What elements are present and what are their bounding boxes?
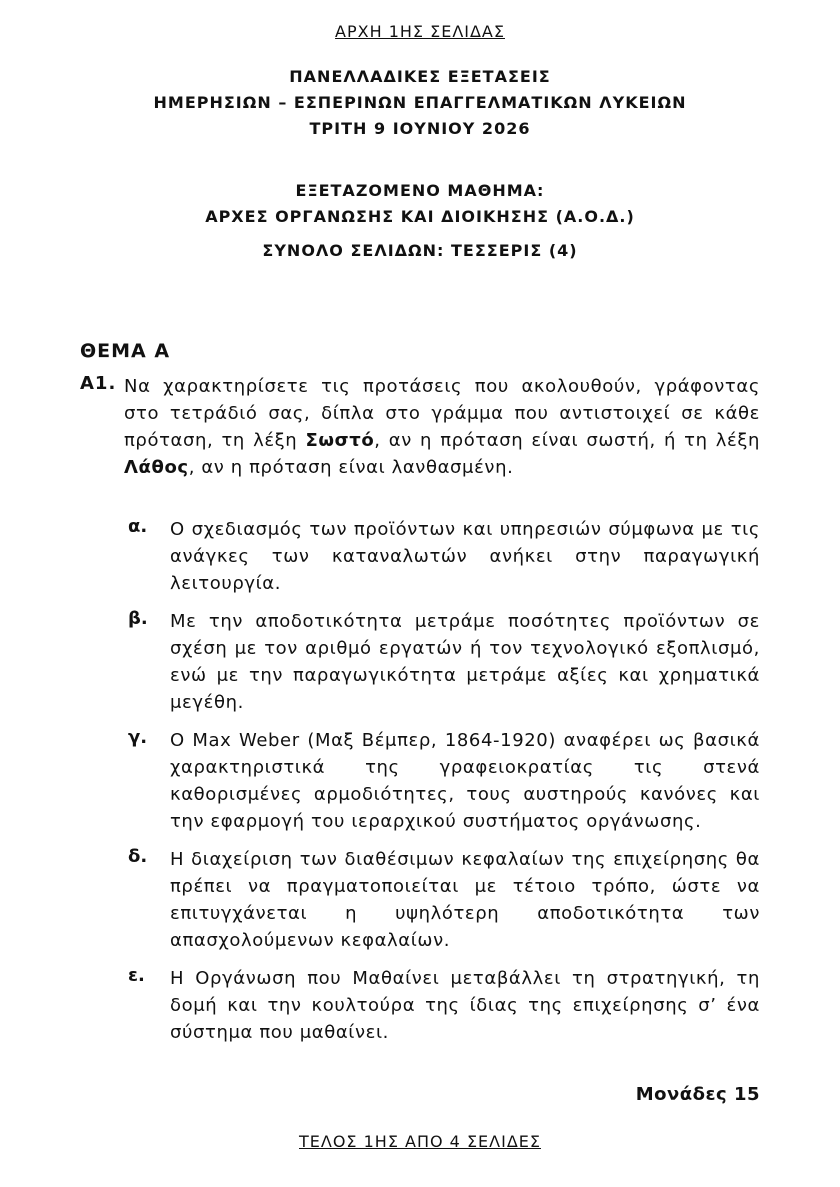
question-number: Α1.	[80, 373, 117, 394]
subject-label: ΕΞΕΤΑΖΟΜΕΝΟ ΜΑΘΗΜΑ:	[295, 181, 545, 200]
points-label: Μονάδες 15	[635, 1084, 760, 1105]
statement-text: Ο Max Weber (Μαξ Βέμπερ, 1864-1920) αναφέρει ως βασικά χαρακτηριστικά της γραφειοκρατίας τις στενά καθορισμένες αρμοδιότητες, τους αυστηρούς κανόνες και την εφαρμογή του ιεραρχικού συστήματος οργάνωσης.	[170, 730, 760, 832]
total-pages: ΣΥΝΟΛΟ ΣΕΛΙΔΩΝ: ΤΕΣΣΕΡΙΣ (4)	[262, 241, 578, 260]
word-wrong: Λάθος	[124, 457, 189, 478]
statement-item	[128, 516, 760, 597]
question-text-part-3: , αν η πρόταση είναι λανθασμένη.	[188, 457, 514, 478]
statement-label: γ.	[128, 727, 148, 748]
statement-item	[128, 965, 760, 1046]
header-date: ΤΡΙΤΗ 9 ΙΟΥΝΙΟΥ 2026	[309, 119, 531, 138]
header-line-schools: ΗΜΕΡΗΣΙΩΝ – ΕΣΠΕΡΙΝΩΝ ΕΠΑΓΓΕΛΜΑΤΙΚΩΝ ΛΥΚΕΙΩΝ	[153, 93, 687, 112]
statement-text: Η διαχείριση των διαθέσιμων κεφαλαίων της επιχείρησης θα πρέπει να πραγματοποιείται με τέτοιο τρόπο, ώστε να επιτυγχάνεται η υψηλότερη αποδοτικότητα των απασχολούμενων κεφαλαίων.	[170, 849, 760, 951]
statement-label: ε.	[128, 965, 145, 986]
question-text	[124, 373, 760, 481]
subject-name: ΑΡΧΕΣ ΟΡΓΑΝΩΣΗΣ ΚΑΙ ΔΙΟΙΚΗΣΗΣ (Α.Ο.Δ.)	[205, 207, 635, 226]
subject-block	[0, 178, 840, 230]
statement-label: δ.	[128, 846, 148, 867]
section-title: ΘΕΜΑ Α	[80, 340, 171, 362]
statement-label: β.	[128, 608, 148, 629]
word-correct: Σωστό	[305, 430, 375, 451]
page-start-marker: ΑΡΧΗ 1ΗΣ ΣΕΛΙΔΑΣ	[335, 22, 505, 41]
exam-header	[0, 64, 840, 142]
statement-text: Με την αποδοτικότητα μετράμε ποσότητες προϊόντων σε σχέση με τον αριθμό εργατών ή τον τεχνολογικό εξοπλισμό, ενώ με την παραγωγικότητα μετράμε αξίες και χρηματικά μεγέθη.	[170, 611, 760, 713]
header-line-exams: ΠΑΝΕΛΛΑΔΙΚΕΣ ΕΞΕΤΑΣΕΙΣ	[289, 67, 551, 86]
page-end-marker: ΤΕΛΟΣ 1ΗΣ ΑΠΟ 4 ΣΕΛΙΔΕΣ	[299, 1132, 541, 1151]
statement-item	[128, 846, 760, 954]
statement-item	[128, 608, 760, 716]
question-a1	[80, 373, 760, 481]
statement-item	[128, 727, 760, 835]
statement-label: α.	[128, 516, 148, 537]
statement-text: Ο σχεδιασμός των προϊόντων και υπηρεσιών σύμφωνα με τις ανάγκες των καταναλωτών ανήκει στην παραγωγική λειτουργία.	[170, 519, 760, 594]
question-text-part-2: , αν η πρόταση είναι σωστή, ή τη λέξη	[374, 430, 760, 451]
statement-list	[128, 516, 760, 1057]
question-text-part-1: Να χαρακτηρίσετε τις προτάσεις που ακολουθούν, γράφοντας στο τετράδιό σας, δίπλα στο γράμμα που αντιστοιχεί σε κάθε πρόταση, τη λέξη	[124, 376, 760, 451]
statement-text: Η Οργάνωση που Μαθαίνει μεταβάλλει τη στρατηγική, τη δομή και την κουλτούρα της ίδιας της επιχείρησης σ’ ένα σύστημα που μαθαίνει.	[170, 968, 760, 1043]
